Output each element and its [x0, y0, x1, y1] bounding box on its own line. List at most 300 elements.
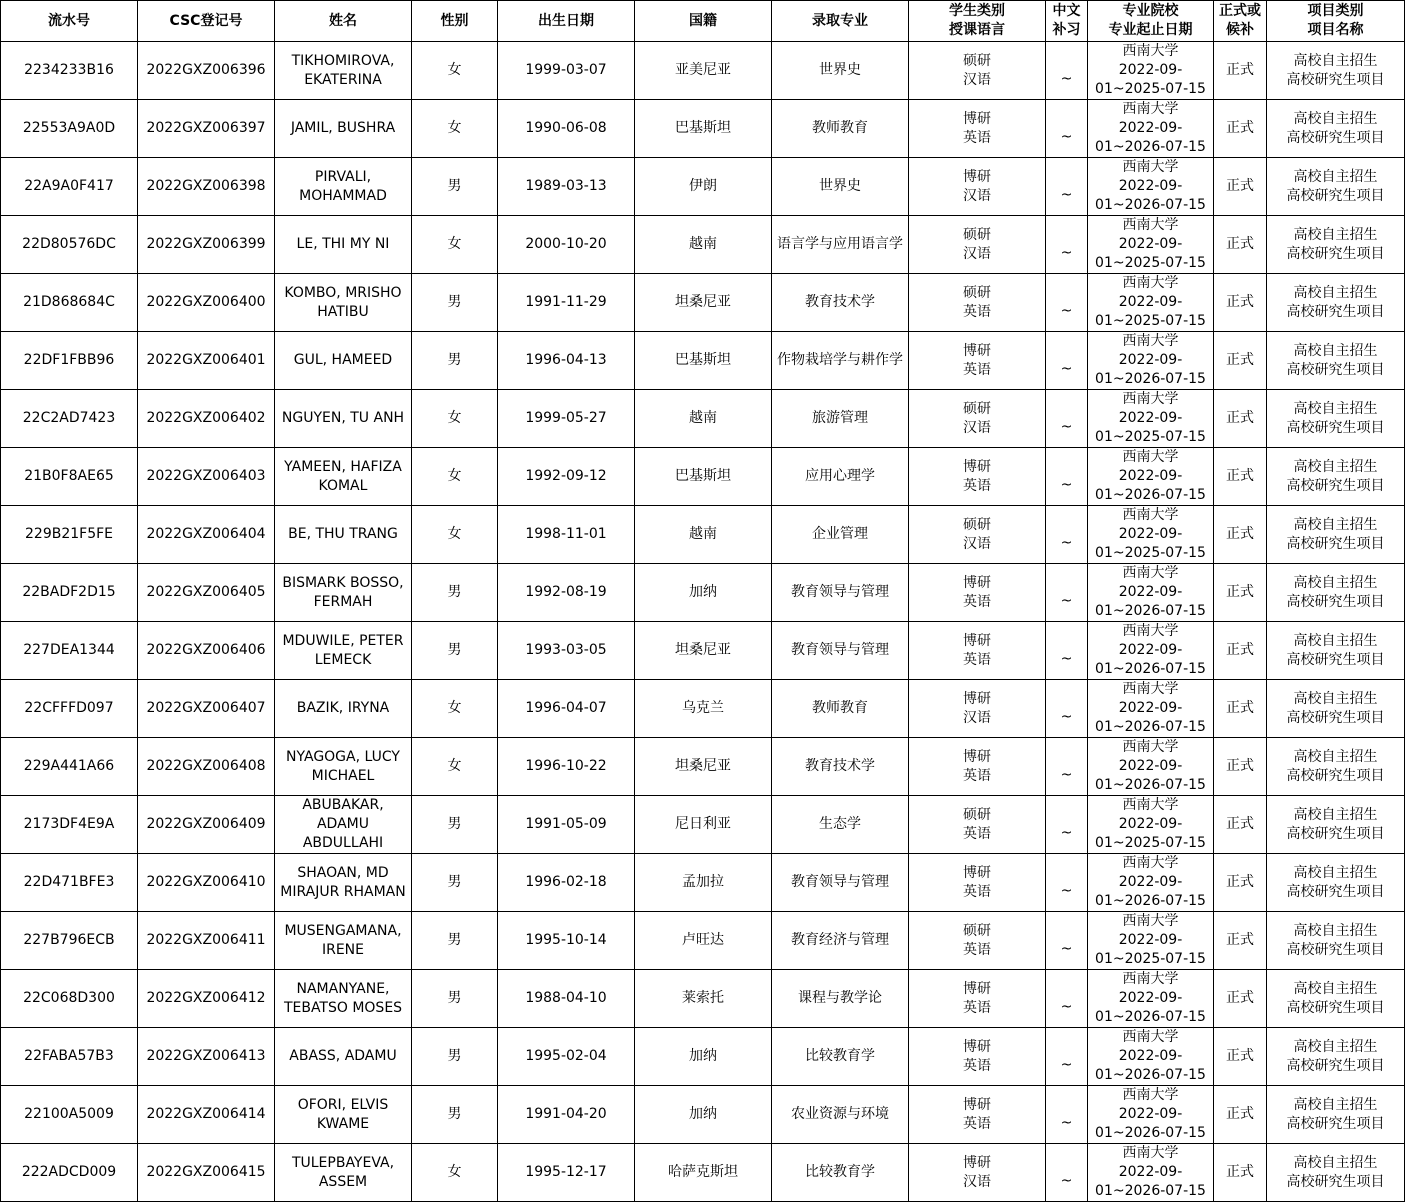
cell-status: 正式 [1214, 622, 1267, 680]
cell-category-language [909, 564, 1046, 622]
cell-nationality: 乌克兰 [635, 680, 772, 738]
cell-language: 英语 [963, 361, 991, 378]
cell-gender: 男 [412, 1086, 498, 1144]
cell-school-period [1088, 42, 1214, 100]
table-row [1, 854, 1405, 912]
cell-name: JAMIL, BUSHRA [275, 100, 412, 158]
cell-status: 正式 [1214, 216, 1267, 274]
cell-supplement [1046, 448, 1088, 506]
cell-project [1267, 1028, 1405, 1086]
cell-status: 正式 [1214, 158, 1267, 216]
cell-project [1267, 738, 1405, 796]
cell-name: LE, THI MY NI [275, 216, 412, 274]
cell-project [1267, 100, 1405, 158]
cell-major: 教师教育 [772, 100, 909, 158]
cell-csc: 2022GXZ006403 [138, 448, 275, 506]
cell-nationality: 伊朗 [635, 158, 772, 216]
cell-school: 西南大学 [1122, 391, 1179, 407]
cell-category: 博研 [963, 342, 991, 359]
column-header-line: 专业院校 [1122, 3, 1179, 19]
cell-supplement-value: ~ [1060, 535, 1073, 551]
cell-csc: 2022GXZ006404 [138, 506, 275, 564]
cell-major: 教育领导与管理 [772, 854, 909, 912]
cell-status: 正式 [1214, 564, 1267, 622]
cell-period: 2022-09-01~2026-07-15 [1095, 352, 1206, 387]
cell-project [1267, 42, 1405, 100]
cell-serial: 227DEA1344 [1, 622, 138, 680]
cell-project-name: 高校研究生项目 [1286, 245, 1385, 262]
cell-project-name: 高校研究生项目 [1286, 651, 1385, 668]
cell-category-language [909, 854, 1046, 912]
cell-project [1267, 216, 1405, 274]
cell-csc: 2022GXZ006405 [138, 564, 275, 622]
cell-category-language [909, 390, 1046, 448]
cell-csc: 2022GXZ006400 [138, 274, 275, 332]
cell-project-type: 高校自主招生 [1293, 110, 1378, 127]
cell-period: 2022-09-01~2026-07-15 [1095, 1106, 1206, 1141]
cell-major: 企业管理 [772, 506, 909, 564]
cell-language: 英语 [963, 1057, 991, 1074]
cell-supplement [1046, 970, 1088, 1028]
cell-category: 博研 [963, 748, 991, 765]
cell-csc: 2022GXZ006407 [138, 680, 275, 738]
cell-name: MDUWILE, PETER LEMECK [275, 622, 412, 680]
cell-dob: 1996-04-13 [498, 332, 635, 390]
cell-school: 西南大学 [1122, 217, 1179, 233]
cell-school-period [1088, 854, 1214, 912]
cell-school: 西南大学 [1122, 1145, 1179, 1161]
cell-school-period [1088, 448, 1214, 506]
cell-project-name: 高校研究生项目 [1286, 361, 1385, 378]
cell-supplement [1046, 1086, 1088, 1144]
cell-major: 应用心理学 [772, 448, 909, 506]
cell-name: MUSENGAMANA, IRENE [275, 912, 412, 970]
cell-period: 2022-09-01~2025-07-15 [1095, 294, 1206, 329]
cell-serial: 22D471BFE3 [1, 854, 138, 912]
cell-name: SHAOAN, MD MIRAJUR RHAMAN [275, 854, 412, 912]
cell-school-period [1088, 332, 1214, 390]
cell-dob: 1993-03-05 [498, 622, 635, 680]
cell-nationality: 巴基斯坦 [635, 448, 772, 506]
cell-gender: 男 [412, 912, 498, 970]
cell-status: 正式 [1214, 506, 1267, 564]
cell-language: 汉语 [963, 1173, 991, 1190]
cell-project-name: 高校研究生项目 [1286, 535, 1385, 552]
cell-nationality: 尼日利亚 [635, 796, 772, 854]
cell-dob: 1996-10-22 [498, 738, 635, 796]
cell-category-language [909, 912, 1046, 970]
cell-gender: 女 [412, 42, 498, 100]
cell-supplement [1046, 622, 1088, 680]
cell-project [1267, 854, 1405, 912]
column-header-line: 性别 [440, 12, 469, 29]
cell-project [1267, 506, 1405, 564]
table-row [1, 970, 1405, 1028]
cell-supplement-value: ~ [1060, 477, 1073, 493]
cell-nationality: 哈萨克斯坦 [635, 1144, 772, 1202]
cell-status: 正式 [1214, 100, 1267, 158]
table-row [1, 332, 1405, 390]
cell-language: 汉语 [963, 245, 991, 262]
cell-school-period [1088, 1028, 1214, 1086]
cell-csc: 2022GXZ006398 [138, 158, 275, 216]
column-header [1214, 1, 1267, 42]
cell-major: 农业资源与环境 [772, 1086, 909, 1144]
cell-school-period [1088, 390, 1214, 448]
cell-project-type: 高校自主招生 [1293, 748, 1378, 765]
column-header [275, 1, 412, 42]
cell-major: 教育经济与管理 [772, 912, 909, 970]
cell-major: 世界史 [772, 42, 909, 100]
table-row [1, 1086, 1405, 1144]
cell-category: 硕研 [963, 400, 991, 417]
cell-status: 正式 [1214, 274, 1267, 332]
cell-school-period [1088, 622, 1214, 680]
cell-serial: 22A9A0F417 [1, 158, 138, 216]
cell-project-name: 高校研究生项目 [1286, 187, 1385, 204]
cell-period: 2022-09-01~2026-07-15 [1095, 874, 1206, 909]
cell-language: 汉语 [963, 709, 991, 726]
cell-category-language [909, 1028, 1046, 1086]
cell-period: 2022-09-01~2025-07-15 [1095, 410, 1206, 445]
cell-category-language [909, 274, 1046, 332]
cell-status: 正式 [1214, 1028, 1267, 1086]
cell-dob: 1996-04-07 [498, 680, 635, 738]
cell-major: 世界史 [772, 158, 909, 216]
cell-major: 课程与教学论 [772, 970, 909, 1028]
column-header [1046, 1, 1088, 42]
cell-serial: 2173DF4E9A [1, 796, 138, 854]
cell-gender: 女 [412, 390, 498, 448]
cell-period: 2022-09-01~2026-07-15 [1095, 1048, 1206, 1083]
cell-period: 2022-09-01~2026-07-15 [1095, 990, 1206, 1025]
cell-name: BISMARK BOSSO, FERMAH [275, 564, 412, 622]
cell-csc: 2022GXZ006408 [138, 738, 275, 796]
cell-school-period [1088, 274, 1214, 332]
cell-supplement [1046, 274, 1088, 332]
cell-name: GUL, HAMEED [275, 332, 412, 390]
table-row [1, 680, 1405, 738]
cell-project-type: 高校自主招生 [1293, 632, 1378, 649]
cell-period: 2022-09-01~2025-07-15 [1095, 236, 1206, 271]
cell-project-type: 高校自主招生 [1293, 690, 1378, 707]
cell-nationality: 越南 [635, 216, 772, 274]
cell-serial: 22DF1FBB96 [1, 332, 138, 390]
cell-supplement [1046, 1028, 1088, 1086]
column-header-line: 项目名称 [1307, 22, 1364, 38]
cell-gender: 男 [412, 274, 498, 332]
cell-nationality: 加纳 [635, 564, 772, 622]
cell-dob: 1990-06-08 [498, 100, 635, 158]
table-row [1, 42, 1405, 100]
cell-supplement-value: ~ [1060, 593, 1073, 609]
cell-category-language [909, 216, 1046, 274]
cell-language: 汉语 [963, 419, 991, 436]
column-header-line: 专业起止日期 [1108, 22, 1193, 38]
cell-school: 西南大学 [1122, 623, 1179, 639]
cell-period: 2022-09-01~2026-07-15 [1095, 584, 1206, 619]
cell-category: 博研 [963, 110, 991, 127]
cell-major: 语言学与应用语言学 [772, 216, 909, 274]
cell-project [1267, 1144, 1405, 1202]
cell-project-type: 高校自主招生 [1293, 458, 1378, 475]
cell-project-type: 高校自主招生 [1293, 284, 1378, 301]
cell-school-period [1088, 506, 1214, 564]
cell-category: 硕研 [963, 516, 991, 533]
cell-period: 2022-09-01~2026-07-15 [1095, 642, 1206, 677]
cell-serial: 21D868684C [1, 274, 138, 332]
cell-dob: 1991-05-09 [498, 796, 635, 854]
cell-dob: 1991-11-29 [498, 274, 635, 332]
cell-name: NAMANYANE, TEBATSO MOSES [275, 970, 412, 1028]
cell-name: TULEPBAYEVA, ASSEM [275, 1144, 412, 1202]
column-header [1088, 1, 1214, 42]
cell-category: 博研 [963, 1038, 991, 1055]
cell-dob: 1995-02-04 [498, 1028, 635, 1086]
cell-serial: 22D80576DC [1, 216, 138, 274]
cell-csc: 2022GXZ006411 [138, 912, 275, 970]
table-row [1, 738, 1405, 796]
cell-project-type: 高校自主招生 [1293, 342, 1378, 359]
cell-period: 2022-09-01~2026-07-15 [1095, 700, 1206, 735]
cell-supplement [1046, 912, 1088, 970]
cell-gender: 男 [412, 622, 498, 680]
cell-csc: 2022GXZ006397 [138, 100, 275, 158]
cell-category-language [909, 738, 1046, 796]
cell-supplement [1046, 796, 1088, 854]
cell-period: 2022-09-01~2026-07-15 [1095, 120, 1206, 155]
column-header [635, 1, 772, 42]
cell-project [1267, 390, 1405, 448]
cell-school: 西南大学 [1122, 507, 1179, 523]
cell-language: 英语 [963, 651, 991, 668]
cell-supplement-value: ~ [1060, 825, 1073, 841]
cell-project-type: 高校自主招生 [1293, 574, 1378, 591]
cell-supplement [1046, 680, 1088, 738]
column-header-line: 流水号 [48, 12, 90, 29]
cell-period: 2022-09-01~2026-07-15 [1095, 1164, 1206, 1199]
cell-project-name: 高校研究生项目 [1286, 883, 1385, 900]
table-row [1, 912, 1405, 970]
cell-name: ABUBAKAR, ADAMU ABDULLAHI [275, 796, 412, 854]
cell-supplement [1046, 158, 1088, 216]
cell-gender: 女 [412, 680, 498, 738]
cell-dob: 1995-10-14 [498, 912, 635, 970]
cell-project-name: 高校研究生项目 [1286, 941, 1385, 958]
cell-major: 教育领导与管理 [772, 622, 909, 680]
table-row [1, 274, 1405, 332]
cell-serial: 229A441A66 [1, 738, 138, 796]
cell-project [1267, 796, 1405, 854]
cell-nationality: 亚美尼亚 [635, 42, 772, 100]
cell-school: 西南大学 [1122, 449, 1179, 465]
cell-dob: 1999-05-27 [498, 390, 635, 448]
cell-major: 作物栽培学与耕作学 [772, 332, 909, 390]
cell-school-period [1088, 564, 1214, 622]
cell-gender: 男 [412, 158, 498, 216]
cell-status: 正式 [1214, 42, 1267, 100]
cell-category: 博研 [963, 980, 991, 997]
cell-dob: 1996-02-18 [498, 854, 635, 912]
cell-project-type: 高校自主招生 [1293, 980, 1378, 997]
cell-school-period [1088, 1144, 1214, 1202]
cell-supplement [1046, 1144, 1088, 1202]
cell-supplement [1046, 390, 1088, 448]
table-row [1, 506, 1405, 564]
cell-project [1267, 1086, 1405, 1144]
table-row [1, 1144, 1405, 1202]
cell-status: 正式 [1214, 796, 1267, 854]
cell-project-name: 高校研究生项目 [1286, 71, 1385, 88]
cell-name: OFORI, ELVIS KWAME [275, 1086, 412, 1144]
cell-category-language [909, 680, 1046, 738]
table-row [1, 1028, 1405, 1086]
cell-name: BE, THU TRANG [275, 506, 412, 564]
cell-category: 博研 [963, 1154, 991, 1171]
cell-supplement [1046, 506, 1088, 564]
cell-school: 西南大学 [1122, 159, 1179, 175]
cell-dob: 1988-04-10 [498, 970, 635, 1028]
cell-project-type: 高校自主招生 [1293, 168, 1378, 185]
cell-category-language [909, 796, 1046, 854]
cell-gender: 女 [412, 1144, 498, 1202]
cell-project-name: 高校研究生项目 [1286, 477, 1385, 494]
cell-csc: 2022GXZ006402 [138, 390, 275, 448]
cell-gender: 女 [412, 216, 498, 274]
cell-period: 2022-09-01~2026-07-15 [1095, 178, 1206, 213]
cell-school: 西南大学 [1122, 913, 1179, 929]
table-body [1, 42, 1405, 1202]
table-row [1, 622, 1405, 680]
cell-serial: 22CFFFD097 [1, 680, 138, 738]
table-row [1, 796, 1405, 854]
cell-period: 2022-09-01~2025-07-15 [1095, 932, 1206, 967]
cell-school-period [1088, 738, 1214, 796]
cell-category-language [909, 1086, 1046, 1144]
cell-supplement [1046, 42, 1088, 100]
column-header-line: 出生日期 [538, 12, 594, 29]
cell-nationality: 孟加拉 [635, 854, 772, 912]
cell-category-language [909, 448, 1046, 506]
cell-school: 西南大学 [1122, 971, 1179, 987]
column-header [412, 1, 498, 42]
column-header [909, 1, 1046, 42]
cell-language: 英语 [963, 477, 991, 494]
cell-supplement-value: ~ [1060, 941, 1073, 957]
cell-nationality: 莱索托 [635, 970, 772, 1028]
cell-name: NGUYEN, TU ANH [275, 390, 412, 448]
cell-nationality: 越南 [635, 506, 772, 564]
cell-nationality: 卢旺达 [635, 912, 772, 970]
cell-category: 博研 [963, 632, 991, 649]
cell-major: 教师教育 [772, 680, 909, 738]
cell-supplement [1046, 738, 1088, 796]
cell-name: ABASS, ADAMU [275, 1028, 412, 1086]
column-header-line: 姓名 [329, 12, 357, 29]
cell-category: 硕研 [963, 806, 991, 823]
column-header-line: CSC登记号 [169, 12, 243, 29]
cell-language: 英语 [963, 303, 991, 320]
column-header-line: 候补 [1226, 22, 1254, 38]
cell-project-name: 高校研究生项目 [1286, 709, 1385, 726]
cell-project-type: 高校自主招生 [1293, 52, 1378, 69]
cell-status: 正式 [1214, 970, 1267, 1028]
cell-dob: 1999-03-07 [498, 42, 635, 100]
cell-school: 西南大学 [1122, 855, 1179, 871]
cell-school-period [1088, 100, 1214, 158]
cell-category-language [909, 622, 1046, 680]
cell-csc: 2022GXZ006396 [138, 42, 275, 100]
cell-project [1267, 448, 1405, 506]
cell-category: 博研 [963, 864, 991, 881]
cell-project [1267, 680, 1405, 738]
cell-csc: 2022GXZ006412 [138, 970, 275, 1028]
cell-school-period [1088, 216, 1214, 274]
cell-serial: 229B21F5FE [1, 506, 138, 564]
cell-period: 2022-09-01~2026-07-15 [1095, 468, 1206, 503]
cell-name: YAMEEN, HAFIZA KOMAL [275, 448, 412, 506]
cell-serial: 21B0F8AE65 [1, 448, 138, 506]
cell-language: 英语 [963, 593, 991, 610]
cell-supplement [1046, 216, 1088, 274]
cell-name: KOMBO, MRISHO HATIBU [275, 274, 412, 332]
cell-status: 正式 [1214, 738, 1267, 796]
column-header-line: 中文 [1052, 3, 1081, 19]
cell-language: 英语 [963, 883, 991, 900]
cell-supplement-value: ~ [1060, 883, 1073, 899]
cell-serial: 22C068D300 [1, 970, 138, 1028]
cell-project-name: 高校研究生项目 [1286, 1057, 1385, 1074]
column-header-line: 学生类别 [949, 3, 1005, 19]
cell-language: 汉语 [963, 71, 991, 88]
cell-gender: 女 [412, 738, 498, 796]
cell-supplement-value: ~ [1060, 419, 1073, 435]
cell-gender: 女 [412, 100, 498, 158]
cell-supplement-value: ~ [1060, 1057, 1073, 1073]
cell-dob: 2000-10-20 [498, 216, 635, 274]
table-row [1, 390, 1405, 448]
cell-status: 正式 [1214, 854, 1267, 912]
cell-project-type: 高校自主招生 [1293, 516, 1378, 533]
cell-project-type: 高校自主招生 [1293, 400, 1378, 417]
cell-language: 汉语 [963, 535, 991, 552]
column-header-line: 补习 [1052, 22, 1081, 38]
cell-project [1267, 970, 1405, 1028]
cell-csc: 2022GXZ006413 [138, 1028, 275, 1086]
cell-csc: 2022GXZ006410 [138, 854, 275, 912]
table-row [1, 100, 1405, 158]
cell-csc: 2022GXZ006409 [138, 796, 275, 854]
cell-dob: 1995-12-17 [498, 1144, 635, 1202]
cell-serial: 22C2AD7423 [1, 390, 138, 448]
cell-project-type: 高校自主招生 [1293, 864, 1378, 881]
column-header [1, 1, 138, 42]
cell-language: 英语 [963, 999, 991, 1016]
cell-project-type: 高校自主招生 [1293, 1096, 1378, 1113]
cell-csc: 2022GXZ006414 [138, 1086, 275, 1144]
cell-major: 比较教育学 [772, 1028, 909, 1086]
column-header [1267, 1, 1405, 42]
cell-project-name: 高校研究生项目 [1286, 129, 1385, 146]
cell-category: 博研 [963, 458, 991, 475]
cell-supplement [1046, 100, 1088, 158]
cell-period: 2022-09-01~2025-07-15 [1095, 816, 1206, 851]
cell-project-name: 高校研究生项目 [1286, 593, 1385, 610]
cell-category-language [909, 42, 1046, 100]
cell-name: NYAGOGA, LUCY MICHAEL [275, 738, 412, 796]
cell-supplement-value: ~ [1060, 187, 1073, 203]
cell-csc: 2022GXZ006415 [138, 1144, 275, 1202]
